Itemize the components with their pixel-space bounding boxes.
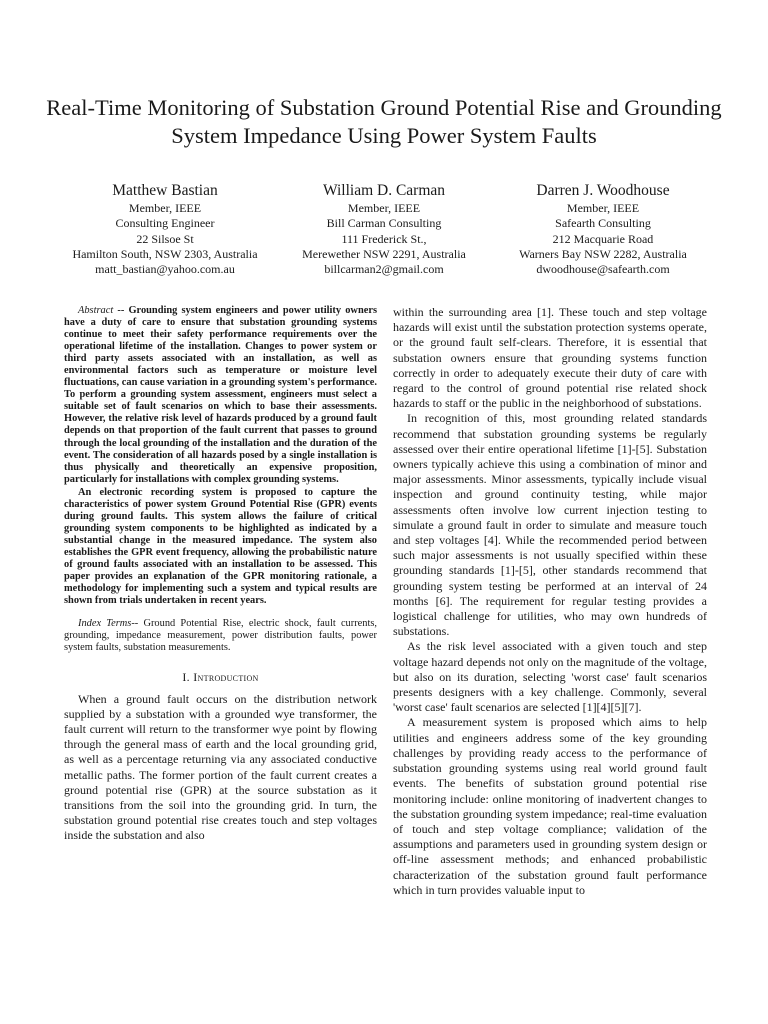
author-name: Darren J. Woodhouse (536, 182, 670, 199)
author-name: Matthew Bastian (112, 182, 218, 199)
abstract-text: Grounding system engineers and power utility owners have a duty of care to ensure that substation grounding systems continue to meet their safety performance requirements over the operational lifetime of the installation. Changes to power system or third party assets associated with an installation, as well as environmental factors such as temperature or moisture level fluctuations, can cause variation in a grounding system's performance. To perform a grounding system assessment, engineers must select a suitable set of fault scenarios on which to base their assessments. However, the relative risk level of hazards produced by a ground fault depends on that proportion of the fault current that passes to ground through the local grounding of the installation and the duration of the event. The consideration of all hazards posed by a single installation is thus physically and theoretically an expensive proposition, particularly for installations with complex grounding systems. (64, 305, 377, 485)
left-column (64, 305, 377, 844)
abstract-paragraph-2: An electronic recording system is proposed to capture the characteristics of power system Ground Potential Rise (GPR) events during ground faults. This system allows the failure of critical grounding system components to be highlighted as indicated by a substantial change in the measured impedance. The system also establishes the GPR event frequency, allowing the probabilistic nature of ground faults associated with an installation to be assessed. This paper provides an explanation of the GPR monitoring rationale, a methodology for implementing such a system and typical results are shown from trials undertaken in recent years. (64, 486, 377, 607)
body-paragraph-measurement-system: A measurement system is proposed which aims to help utilities and engineers address some of the key grounding challenges by providing ready access to the performance of substation grounding systems using real world ground fault events. The benefits of substation ground potential rise monitoring include: online monitoring of inadvertent changes to the substation grounding system impedance; real-time evaluation of touch and step voltage compliance; validation of the assumptions and parameters used in grounding system design or off-line assessment methods; and enhanced probabilistic characterization of the substation ground fault performance which in turn provides valuable input to (393, 715, 707, 897)
author-address-line2: Hamilton South, NSW 2303, Australia (72, 246, 258, 261)
author-address-line1: 111 Frederick St., (341, 231, 427, 246)
author-membership: Member, IEEE (128, 201, 202, 215)
author-1 (50, 180, 280, 277)
author-email: matt_bastian@yahoo.com.au (95, 262, 235, 277)
author-address-line1: 212 Macquarie Road (552, 231, 654, 246)
author-email: dwoodhouse@safearth.com (536, 262, 670, 277)
abstract-label: Abstract (78, 305, 114, 316)
body-paragraph-risk: As the risk level associated with a given touch and step voltage hazard depends not only on the magnitude of the voltage, but also on its duration, selecting 'worst case' fault scenarios presents designers with a key challenge. Commonly, several 'worst case' fault scenarios are selected [1][4][5][7]. (393, 639, 707, 715)
body-paragraph-continued: within the surrounding area [1]. These touch and step voltage hazards will exist until the substation protection systems operate, or the ground fault self-clears. Therefore, it is essential that substation owners ensure that grounding systems function correctly in order to adequately execute their duty of care with regard to the control of ground potential rise related shock hazards to staff or the public in the neighborhood of substations. (393, 305, 707, 411)
author-address-line1: 22 Silsoe St (136, 231, 194, 246)
abstract-paragraph-1 (64, 305, 377, 486)
author-membership: Member, IEEE (566, 201, 640, 215)
author-address-line2: Merewether NSW 2291, Australia (302, 246, 466, 261)
author-name: William D. Carman (322, 182, 446, 199)
author-2 (269, 180, 499, 277)
author-3 (488, 180, 718, 277)
intro-paragraph-1: When a ground fault occurs on the distribution network supplied by a substation with a grounded wye transformer, the fault current will return to the transformer wye point by flowing through the general mass of earth and the local grounding grid, as well as a percentage returning via any associated conductive metallic paths. The former portion of the fault current creates a ground potential rise (GPR) at the source substation as it transitions from the soil into the grounding grid. In turn, the substation ground potential rise creates touch and step voltages inside the substation and also (64, 691, 377, 843)
right-column (393, 305, 707, 898)
author-address-line2: Warners Bay NSW 2282, Australia (519, 246, 687, 261)
author-affiliation: Consulting Engineer (115, 216, 215, 231)
paper-title: Real-Time Monitoring of Substation Ground Potential Rise and Grounding System Impedance Using Power System Faults (46, 95, 722, 148)
index-terms-label: Index Terms-- (78, 618, 139, 630)
body-paragraph-standards: In recognition of this, most grounding related standards recommend that substation grounding systems be regularly assessed over their entire operational lifetime [1]-[5]. Substation owners typically achieve this using a combination of minor and major assessments. Minor assessments, typically include visual inspection and ground continuity testing, while major assessments often involve low current injection testing to simulate a ground fault in order to simulate and measure touch and step voltages [4]. While the recommended period between such major assessments is not usually specified within these grounding standards [1]-[5], other standards recommend that grounding system testing be performed at an interval of 24 months [6]. The requirement for regular testing provides a logistical challenge for utilities, who may own hundreds of substations. (393, 411, 707, 639)
abstract-separator: -- (113, 305, 129, 316)
author-affiliation: Bill Carman Consulting (326, 216, 442, 231)
section-heading-introduction: I. Introduction (182, 670, 259, 685)
index-terms-text: Ground Potential Rise, electric shock, fault currents, grounding, impedance measurement, power distribution faults, power system faults, substation measurements. (64, 618, 378, 654)
index-terms (64, 618, 377, 654)
author-membership: Member, IEEE (347, 201, 421, 215)
author-email: billcarman2@gmail.com (324, 262, 444, 277)
author-affiliation: Safearth Consulting (555, 216, 651, 231)
